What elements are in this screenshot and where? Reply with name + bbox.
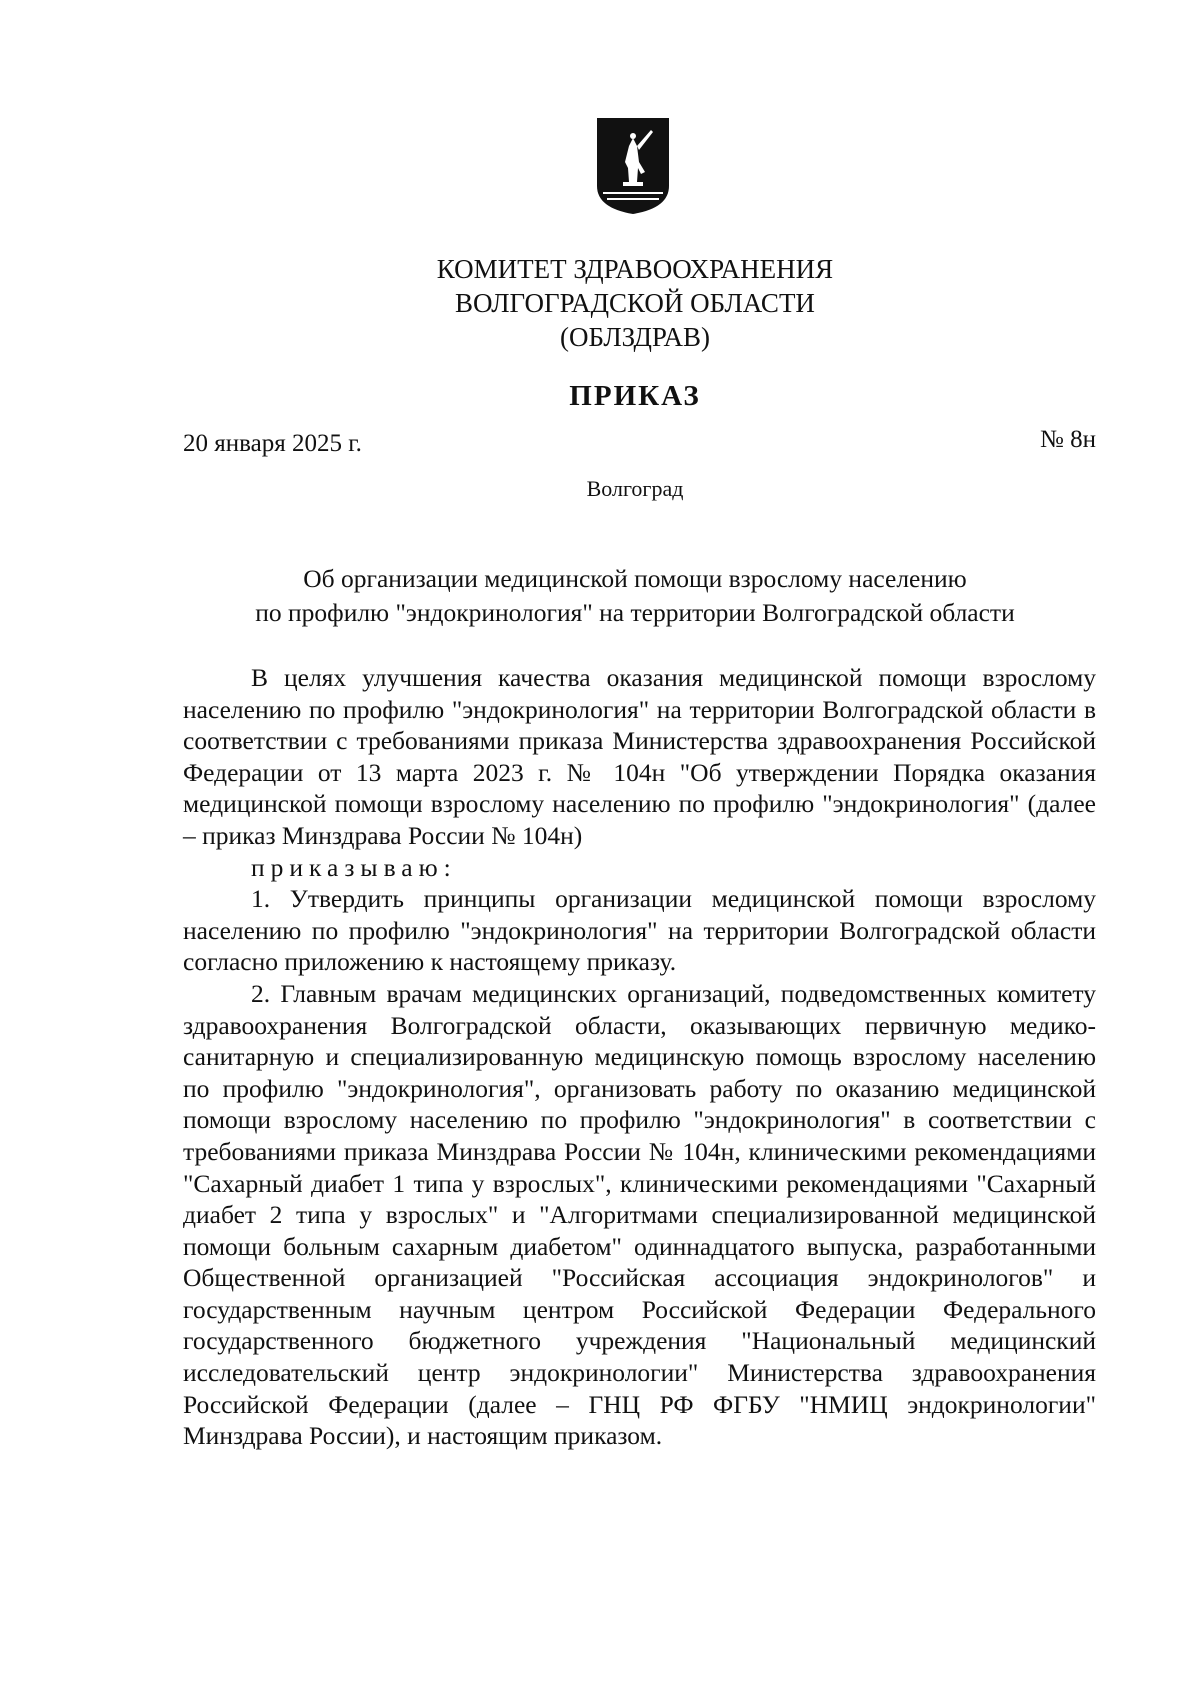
item-1-paragraph: 1. Утвердить принципы организации медицинской помощи взрослому населению по профилю "эндокринология" на территории Волгоградской области согласно приложению к настоящему приказу.: [183, 884, 1096, 977]
org-name-line3: (ОБЛЗДРАВ): [560, 322, 710, 352]
org-name-line2: ВОЛГОГРАДСКОЙ ОБЛАСТИ: [455, 288, 815, 318]
subject-line2: по профилю "эндокринология" на территории Волгоградской области: [255, 598, 1015, 627]
document-subject: [0, 562, 1200, 630]
document-body: [183, 662, 1096, 1452]
volgograd-coat-of-arms-emblem: [593, 116, 673, 216]
document-number: № 8н: [1040, 426, 1096, 453]
order-word: приказываю:: [251, 852, 457, 882]
org-name-line1: КОМИТЕТ ЗДРАВООХРАНЕНИЯ: [436, 254, 834, 284]
city: Волгоград: [586, 476, 684, 501]
preamble-paragraph: В целях улучшения качества оказания медицинской помощи взрослому населению по профилю "эндокринология" на территории Волгоградской области в соответствии с требованиями приказа Министерства здравоохранения Российской Федерации от 13 марта 2023 г. № 104н "Об утверждении Порядка оказания медицинской помощи взрослому населению по профилю "эндокринология" (далее – приказ Минздрава России № 104н): [183, 663, 1096, 850]
subject-line1: Об организации медицинской помощи взрослому населению: [303, 564, 967, 593]
document-date: 20 января 2025 г.: [183, 430, 362, 457]
item-2-paragraph: 2. Главным врачам медицинских организаций, подведомственных комитету здравоохранения Волгоградской области, оказывающих первичную медико-санитарную и специализированную медицинскую помощь взрослому населению по профилю "эндокринология", организовать работу по оказанию медицинской помощи взрослому населению по профилю "эндокринология" в соответствии с требованиями приказа Минздрава России № 104н, клиническими рекомендациями "Сахарный диабет 1 типа у взрослых", клиническими рекомендациями "Сахарный диабет 2 типа у взрослых" и "Алгоритмами специализированной медицинской помощи больным сахарным диабетом" одиннадцатого выпуска, разработанными Общественной организацией "Российская ассоциация эндокринологов" и государственным научным центром Российской Федерации Федерального государственного бюджетного учреждения "Национальный медицинский исследовательский центр эндокринологии" Министерства здравоохранения Российской Федерации (далее – ГНЦ РФ ФГБУ "НМИЦ эндокринологии" Минздрава России), и настоящим приказом.: [183, 978, 1096, 1451]
document-type: ПРИКАЗ: [569, 380, 701, 412]
